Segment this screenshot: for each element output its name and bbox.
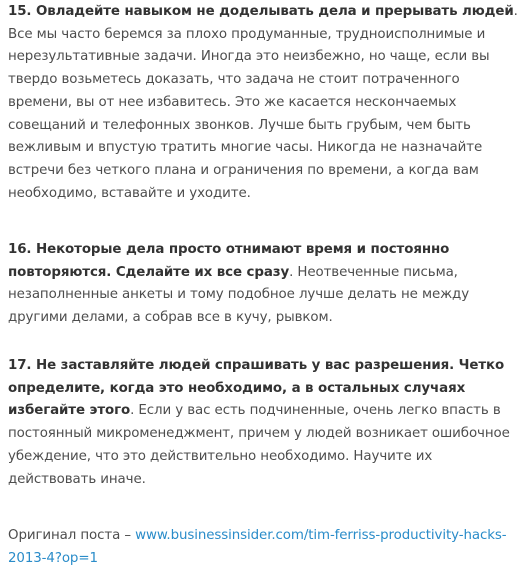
tip-15-line-1-text: . [513,4,518,19]
tip-17-heading-line-2: определите, когда это необходимо, а в остальных случаях [8,380,466,396]
tip-15-paragraph [8,1,518,205]
tip-17-heading-line-1: 17. Не заставляйте людей спрашивать у вас разрешения. Четко [8,358,505,373]
tip-17-line-3-text: . Если у вас есть подчиненные, очень легко впасть в [130,403,501,419]
tip-17-heading-line-3: избегайте этого [8,403,131,419]
tip-15-line-6: совещаний и телефонных звонков. Лучше быть грубым, чем быть [8,117,471,133]
tip-15-line-4: твердо возьметесь доказать, что задача не стоит потраченного [8,72,460,88]
tip-16-heading-line-1: 16. Некоторые дела просто отнимают время и постоянно [8,242,450,257]
tip-17-line-6: действовать иначе. [8,471,146,487]
tip-15-line-9: необходимо, вставайте и уходите. [8,185,251,201]
tip-15-line-3: нерезультативные задачи. Иногда это неизбежно, но чаще, если вы [8,49,490,65]
source-paragraph [8,525,506,570]
source-label: Оригинал поста – [8,528,131,543]
tip-15-line-8: встречи без четкого плана и ограничения по времени, а когда вам [8,162,479,178]
tip-17-paragraph [8,355,510,491]
tip-15-line-7: вежливым и впустую тратить многие часы. Никогда не назначайте [8,140,483,156]
tip-15-heading: 15. Овладейте навыком не доделывать дела и прерывать людей [8,4,514,19]
tip-17-line-4: постоянный микроменеджмент, причем у людей возникает ошибочное [8,426,510,442]
tip-15-line-5: времени, вы от нее избавитесь. Это же касается нескончаемых [8,94,457,110]
tip-15-line-2: Все мы часто беремся за плохо продуманные, труднoисполнимые и [8,26,486,42]
tip-16-line-4: другими делами, а собрав все в кучу, рывком. [8,310,333,326]
tip-16-line-3: незаполненные анкеты и тому подобное лучше делать не между [8,287,470,303]
source-link-line-2[interactable]: 2013-4?op=1 [8,550,98,566]
tip-16-line-2-text: . Неотвеченные письма, [289,264,458,280]
tip-16-paragraph [8,239,469,330]
tip-16-heading-line-2: повторяются. Сделайте их все сразу [8,264,290,280]
tip-17-line-5: убеждение, что это действительно необходимо. Научите их [8,448,433,464]
source-link-line-1[interactable]: www.businessinsider.com/tim-ferriss-productivity-hacks- [135,528,507,543]
